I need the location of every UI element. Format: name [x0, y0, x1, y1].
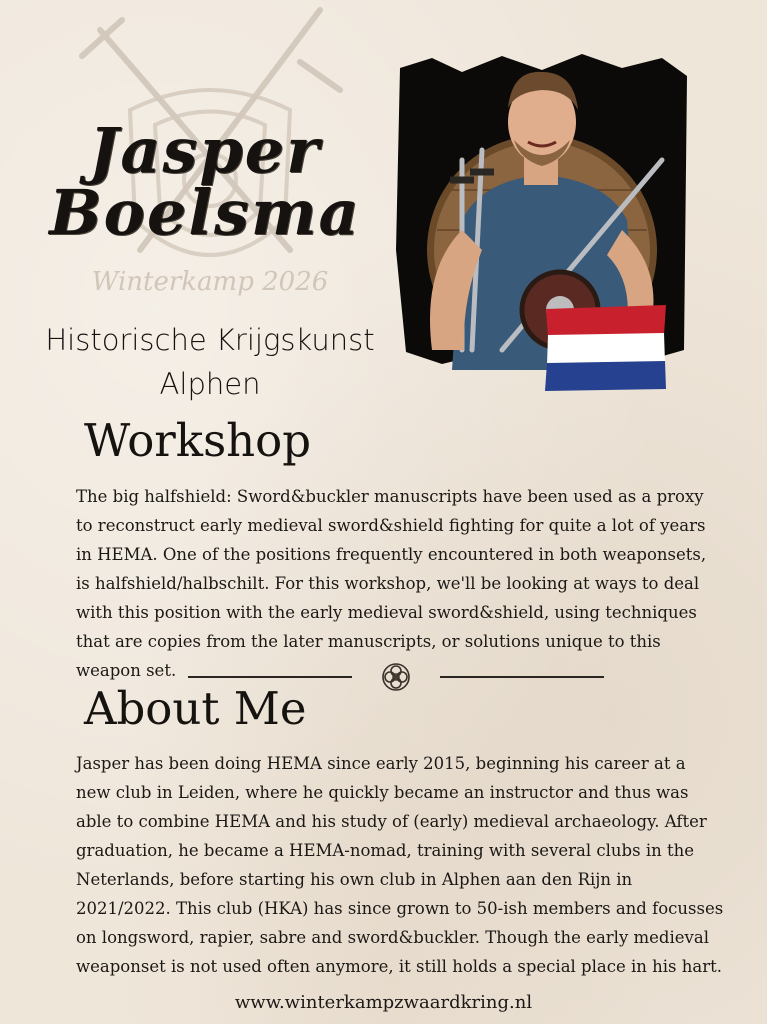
watermark-text: Winterkamp 2026 [91, 267, 329, 297]
presenter-name [40, 114, 370, 249]
divider-line-right [440, 676, 604, 678]
about-heading: About Me [84, 682, 307, 735]
club-name-line1: Historische Krijgskunst [45, 323, 375, 357]
about-description: Jasper has been doing HEMA since early 2015, beginning his career at a new club in Leiden, where he quickly became an instructor and thus was able to combine HEMA and his study of (early) medieval archaeology. After graduation, he became a HEMA-nomad, training with several clubs in the Neterlands, before starting his own club in Alphen aan den Rijn in 2021/2022. This club (HKA) has since grown to 50-ish members and focusses on longsword, rapier, sabre and sword&buckler. Though the early medieval weaponset is not used often anymore, it still holds a special place in his hart. [76, 754, 724, 976]
knot-ornament-icon [381, 662, 411, 692]
club-name-line2: Alphen [159, 367, 261, 401]
divider-line-left [188, 676, 352, 678]
netherlands-flag-icon [544, 305, 668, 391]
workshop-description: The big halfshield: Sword&buckler manuscripts have been used as a proxy to reconstruct early medieval sword&shield fighting for quite a lot of years in HEMA. One of the positions frequently encountered in both weaponsets, is halfshield/halbschilt. For this workshop, we'll be looking at ways to deal with this position with the early medieval sword&shield, using techniques that are copies from the later manuscripts, or solutions unique to this weapon set. [76, 487, 707, 680]
club-name [30, 318, 390, 406]
last-name: Boelsma [49, 176, 361, 249]
first-name: Jasper [89, 114, 321, 187]
website-link[interactable]: www.winterkampzwaardkring.nl [234, 992, 533, 1013]
workshop-heading: Workshop [84, 414, 312, 467]
